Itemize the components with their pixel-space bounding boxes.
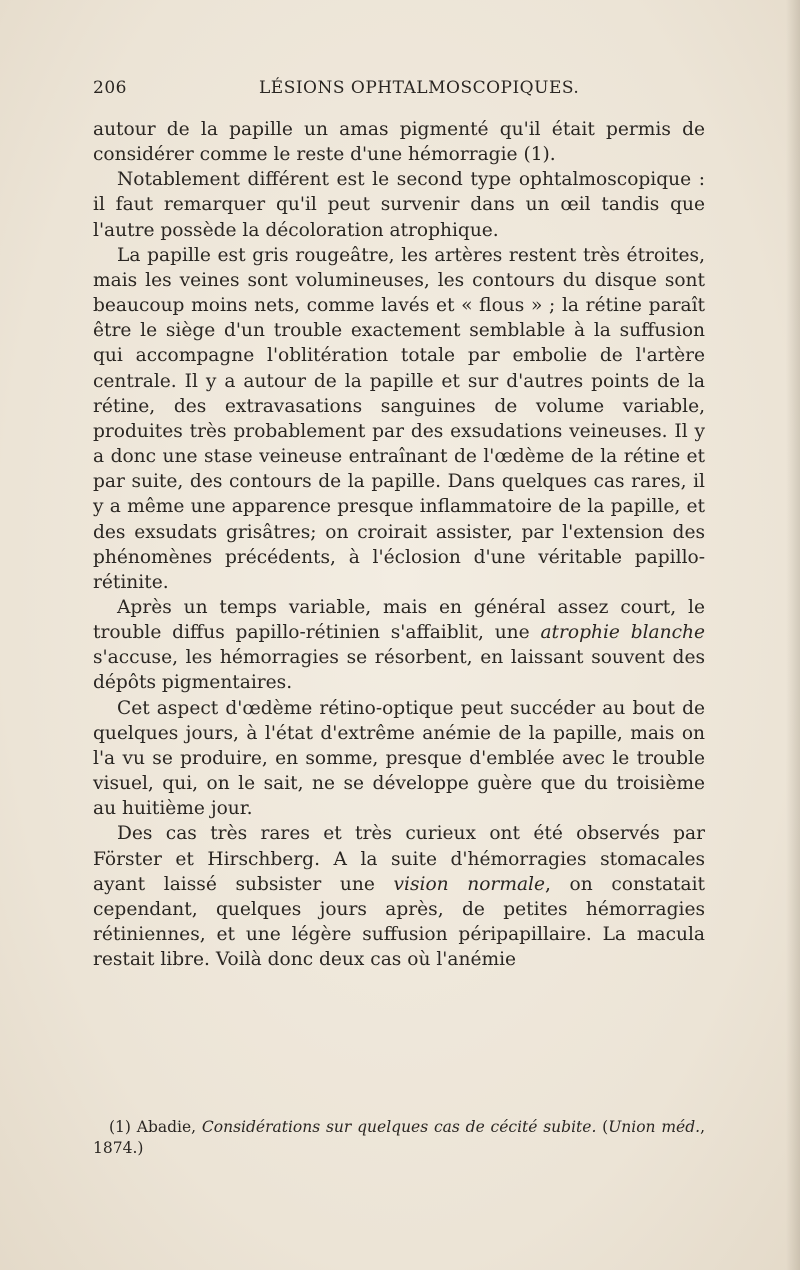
footnote-paren: (: [596, 1118, 609, 1136]
running-header: [93, 78, 705, 102]
footnote-marker: (1) Abadie,: [109, 1118, 202, 1136]
paragraph-1: [93, 117, 705, 167]
paragraph-5: [93, 696, 705, 822]
page-number: 206: [93, 78, 127, 98]
paragraph-2: [93, 167, 705, 242]
page-edge-shadow: [786, 0, 800, 1270]
footnote-journal: Union méd.: [608, 1118, 701, 1136]
body-text: [93, 117, 705, 972]
paragraph-2-text: Notablement différent est le second type ophtalmoscopique : il faut remarquer qu'il peut survenir dans un œil tandis que l'autre possède la décoloration atrophique.: [93, 169, 705, 241]
paragraph-1-text: autour de la papille un amas pigmenté qu'il était permis de considérer comme le reste d'une hémorragie (1).: [93, 119, 705, 166]
paragraph-6-text-end: , on constatait cependant, quelques jours après, de petites hémorragies rétiniennes, et une légère suffusion péripapillaire. La macula restait libre. Voilà donc deux cas où l'anémie: [93, 873, 706, 971]
paragraph-3: [93, 243, 705, 595]
paragraph-4-text-end: s'accuse, les hémorragies se résorbent, en laissant souvent des dépôts pigmentaires.: [93, 647, 705, 694]
paragraph-6-emphasis: vision normale: [393, 873, 545, 895]
paragraph-4-text-start: Après un temps variable, mais en général assez court, le trouble diffus papillo-rétinien s'affaiblit, une: [93, 596, 705, 644]
paragraph-6-text-start: Des cas très rares et très curieux ont été observés par Förster et Hirschberg. A la suite d'hémorragies stomacales ayant laissé subsister une: [93, 823, 705, 895]
paragraph-4: [93, 595, 705, 696]
paragraph-5-text: Cet aspect d'œdème rétino-optique peut succéder au bout de quelques jours, à l'état d'extrême anémie de la papille, mais on l'a vu se produire, en somme, presque d'emblée avec le trouble visuel, qui, on le sait, ne se développe guère que du troisième au huitième jour.: [93, 697, 705, 820]
paragraph-4-emphasis: atrophie blanche: [540, 622, 705, 644]
running-title: LÉSIONS OPHTALMOSCOPIQUES.: [259, 78, 580, 98]
footnote: [93, 1117, 705, 1159]
footnote-title: Considérations sur quelques cas de cécité subite.: [201, 1118, 597, 1136]
paragraph-6: [93, 821, 705, 972]
paragraph-3-text: La papille est gris rougeâtre, les artères restent très étroites, mais les veines sont volumineuses, les contours du disque sont beaucoup moins nets, comme lavés et « flous » ; la rétine paraît être le siège d'un trouble exactement semblable à la suffusion qui accompagne l'oblitération totale par embolie de l'artère centrale. Il y a autour de la papille et sur d'autres points de la rétine, des extravasations sanguines de volume variable, produites très probablement par des exsudations veineuses. Il y a donc une stase veineuse entraînant de l'œdème de la rétine et par suite, des contours de la papille. Dans quelques cas rares, il y a même une apparence presque inflammatoire de la papille, et des exsudats grisâtres; on croirait assister, par l'extension des phénomènes précédents, à l'éclosion d'une véritable papillo-rétinite.: [93, 244, 705, 593]
footnote-line: [93, 1117, 705, 1159]
footnote-year: , 1874.): [93, 1118, 705, 1157]
